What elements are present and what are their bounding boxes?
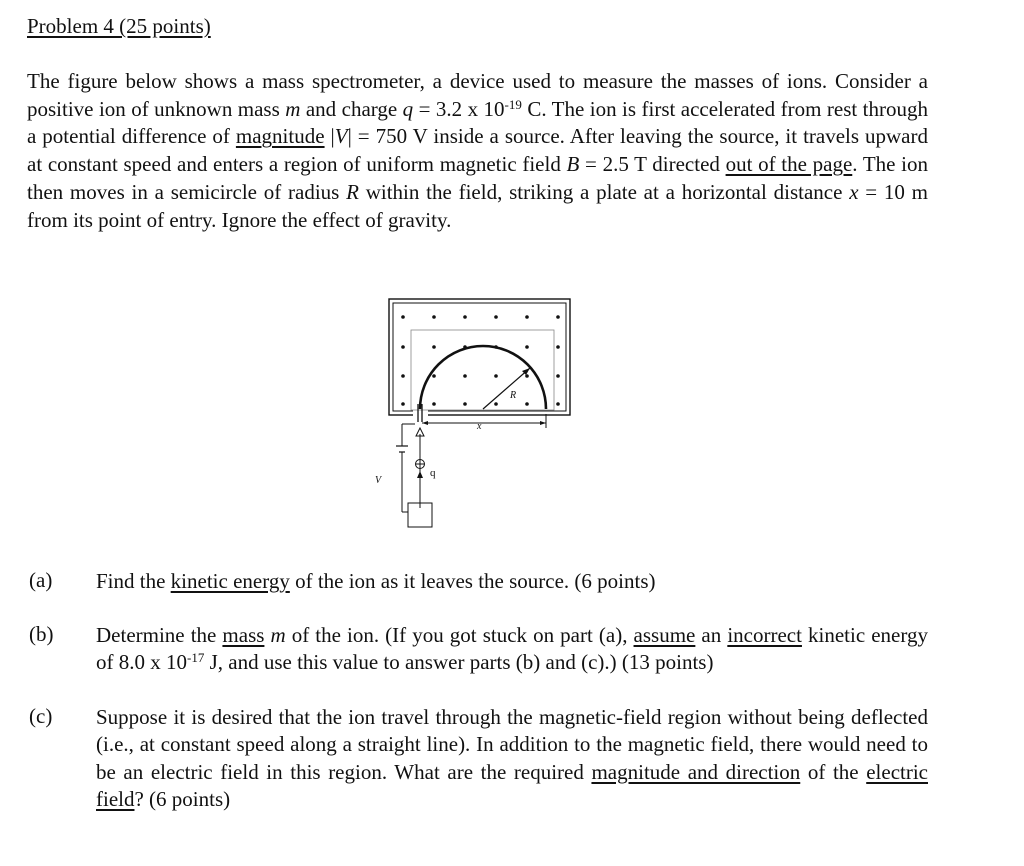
field-region-inner [393, 303, 566, 411]
charge-label: q [430, 467, 436, 479]
mass-spectrometer-figure [370, 298, 580, 530]
voltage-label: V [375, 475, 382, 486]
part-a-label: (a) [29, 568, 53, 592]
part-c-label: (c) [29, 704, 53, 728]
part-b-label: (b) [29, 622, 54, 646]
field-dots [401, 315, 560, 406]
radius-label: R [510, 390, 517, 401]
part-b-text: Determine the mass m of the ion. (If you got stuck on part (a), assume an incorrect kinetic energy of 8.0 x $10^{-17}$ J, and use this value to answer parts (b) and (c).) (13 points) [96, 623, 928, 675]
part-a-text: Find the kinetic energy of the ion as it leaves the source. (6 points) [96, 569, 656, 593]
problem-title: Problem 4 (25 points) [27, 14, 211, 38]
field-region-outer [389, 299, 570, 415]
problem-statement: The figure below shows a mass spectrometer, a device used to measure the masses of ions. Consider a positive ion of unknown mass m and charge q = 3.2 x $10^{-19}$ C. The ion is first accelerated from rest through a potential difference of magnitude |V| = 750 V inside a source. After leaving the source, it travels upward at constant speed and enters a region of uniform magnetic field B = 2.5 T directed out of the page. The ion then moves in a semicircle of radius R within the field, striking a plate at a horizontal distance x = 10 m from its point of entry. Ignore the effect of gravity. [27, 69, 928, 232]
distance-label: x [477, 421, 482, 432]
radius-line [483, 368, 530, 409]
part-c-text: Suppose it is desired that the ion travel through the magnetic-field region without being deflected (i.e., at constant speed along a straight line). In addition to the magnetic field, there would need to be an electric field in this region. What are the required magnitude and direction of the electric field? (6 points) [96, 705, 928, 811]
